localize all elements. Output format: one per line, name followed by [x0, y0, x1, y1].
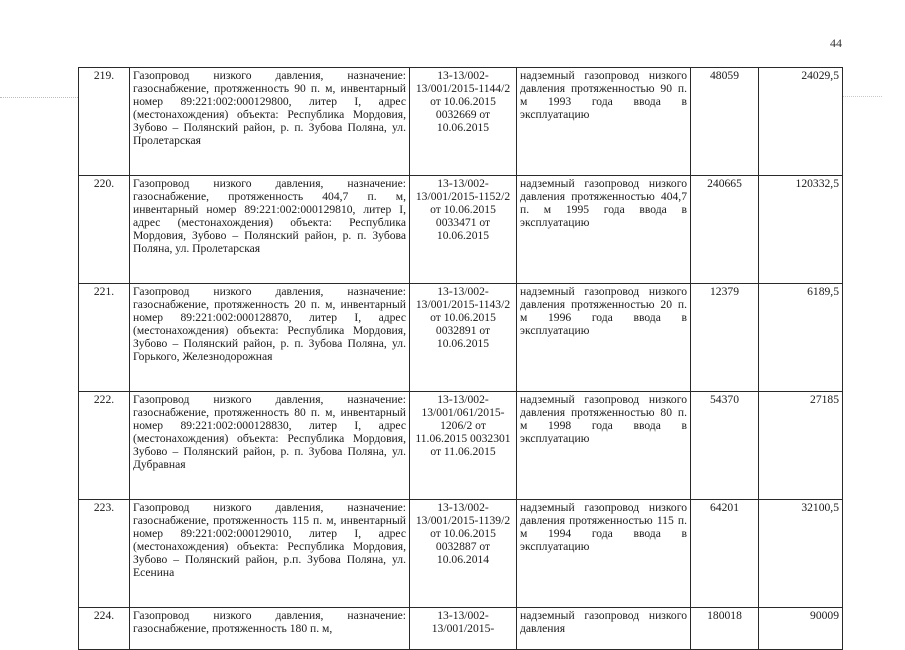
registration-record: 13-13/002-13/001/2015-1139/2 от 10.06.2015 0032887 от 10.06.2014	[410, 500, 517, 608]
registration-record: 13-13/002-13/001/2015-1144/2 от 10.06.2015 0032669 от 10.06.2015	[410, 68, 517, 176]
book-value: 240665	[691, 176, 759, 284]
row-number: 222.	[79, 392, 130, 500]
residual-value: 32100,5	[759, 500, 843, 608]
row-number: 219.	[79, 68, 130, 176]
book-value: 48059	[691, 68, 759, 176]
object-characteristics: надземный газопровод низкого давления протяженностью 90 п. м 1993 года ввода в эксплуатацию	[517, 68, 691, 176]
row-number: 224.	[79, 608, 130, 650]
object-characteristics: надземный газопровод низкого давления протяженностью 404,7 п. м 1995 года ввода в эксплуатацию	[517, 176, 691, 284]
table-row	[79, 68, 843, 176]
table-row	[79, 608, 843, 650]
book-value: 180018	[691, 608, 759, 650]
registration-record: 13-13/002-13/001/061/2015-1206/2 от 11.06.2015 0032301 от 11.06.2015	[410, 392, 517, 500]
object-characteristics: надземный газопровод низкого давления	[517, 608, 691, 650]
scan-artifact-line	[842, 96, 882, 97]
row-number: 220.	[79, 176, 130, 284]
residual-value: 120332,5	[759, 176, 843, 284]
book-value: 54370	[691, 392, 759, 500]
residual-value: 27185	[759, 392, 843, 500]
book-value: 12379	[691, 284, 759, 392]
registration-record: 13-13/002-13/001/2015-	[410, 608, 517, 650]
page-number: 44	[830, 36, 842, 50]
object-characteristics: надземный газопровод низкого давления протяженностью 115 п. м 1994 года ввода в эксплуатацию	[517, 500, 691, 608]
row-number: 221.	[79, 284, 130, 392]
table-row	[79, 284, 843, 392]
object-description: Газопровод низкого давления, назначение: газоснабжение, протяженность 180 п. м,	[130, 608, 410, 650]
object-description: Газопровод низкого давления, назначение: газоснабжение, протяженность 115 п. м, инвентарный номер 89:221:002:000129010, литер I, адрес (местонахождения) объекта: Республика Мордовия, Зубово – Полянский район, р.п. Зубова Поляна, ул. Есенина	[130, 500, 410, 608]
object-description: Газопровод низкого давления, назначение: газоснабжение, протяженность 80 п. м, инвентарный номер 89:221:002:000128830, литер I, адрес (местонахождения) объекта: Республика Мордовия, Зубово – Полянский район, р. п. Зубова Поляна, ул. Дубравная	[130, 392, 410, 500]
property-registry-table	[78, 67, 843, 650]
book-value: 64201	[691, 500, 759, 608]
object-description: Газопровод низкого давления, назначение: газоснабжение, протяженность 20 п. м, инвентарный номер 89:221:002:000128870, литер I, адрес (местонахождения) объекта: Республика Мордовия, Зубово – Полянский район, р. п. Зубова Поляна, ул. Горького, Железнодорожная	[130, 284, 410, 392]
object-characteristics: надземный газопровод низкого давления протяженностью 20 п. м 1996 года ввода в эксплуатацию	[517, 284, 691, 392]
object-characteristics: надземный газопровод низкого давления протяженностью 80 п. м 1998 года ввода в эксплуатацию	[517, 392, 691, 500]
registration-record: 13-13/002-13/001/2015-1152/2 от 10.06.2015 0033471 от 10.06.2015	[410, 176, 517, 284]
row-number: 223.	[79, 500, 130, 608]
table-row	[79, 176, 843, 284]
registration-record: 13-13/002-13/001/2015-1143/2 от 10.06.2015 0032891 от 10.06.2015	[410, 284, 517, 392]
object-description: Газопровод низкого давления, назначение: газоснабжение, протяженность 404,7 п. м, инвентарный номер 89:221:002:000129810, литер I, адрес (местонахождения) объекта: Республика Мордовия, Зубово – Полянский район, р. п. Зубова Поляна, ул. Пролетарская	[130, 176, 410, 284]
table-row	[79, 392, 843, 500]
residual-value: 90009	[759, 608, 843, 650]
scan-artifact-line	[0, 97, 78, 98]
object-description: Газопровод низкого давления, назначение: газоснабжение, протяженность 90 п. м, инвентарный номер 89:221:002:000129800, литер I, адрес (местонахождения) объекта: Республика Мордовия, Зубово – Полянский район, р. п. Зубова Поляна, ул. Пролетарская	[130, 68, 410, 176]
residual-value: 24029,5	[759, 68, 843, 176]
residual-value: 6189,5	[759, 284, 843, 392]
table-row	[79, 500, 843, 608]
